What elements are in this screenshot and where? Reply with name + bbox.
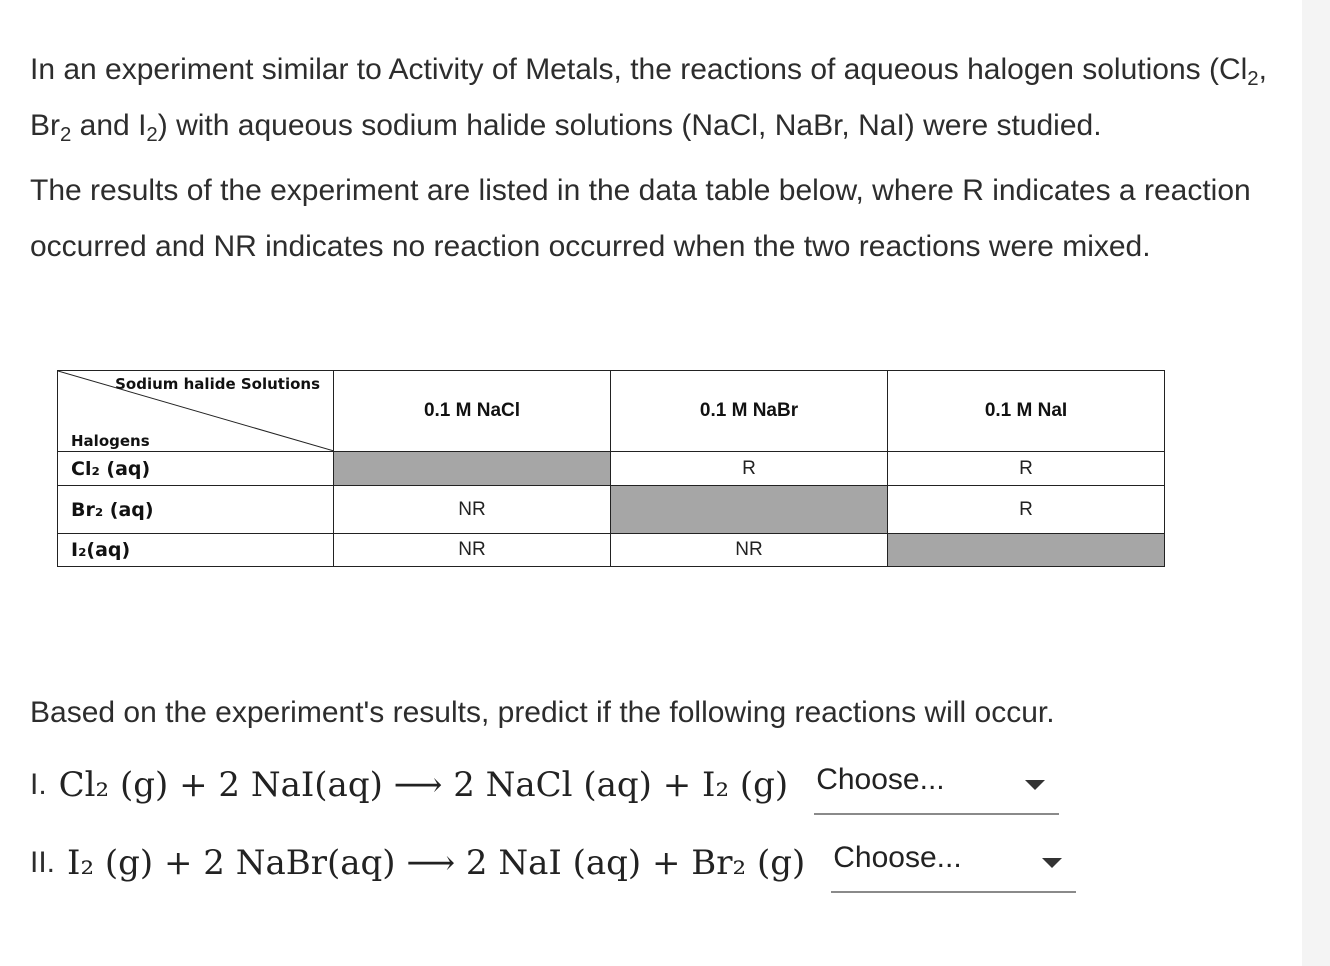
question-prompt: Based on the experiment's results, predict if the following reactions will occur. xyxy=(30,696,1055,729)
row-header-i2: I₂(aq) xyxy=(58,534,334,567)
column-header-nabr: 0.1 M NaBr xyxy=(611,371,888,452)
intro-paragraph-2: The results of the experiment are listed in the data table below, where R indicates a reaction occurred and NR indicates no reaction occurred when the two reactions were mixed. xyxy=(30,174,1251,263)
row-header-br2: Br₂ (aq) xyxy=(58,486,334,534)
table-row-i2 xyxy=(58,534,1165,567)
question-number: I. xyxy=(30,768,47,801)
question-item-2 xyxy=(30,833,1076,893)
table-row-cl2 xyxy=(58,452,1165,486)
cell-br2-nai: R xyxy=(888,486,1165,534)
caret-down-icon xyxy=(1042,858,1062,868)
results-table xyxy=(57,370,1165,567)
table-corner-header xyxy=(58,371,334,452)
cell-br2-nabr xyxy=(611,486,888,534)
reaction-equation: Cl₂ (g) + 2 NaI(aq) ⟶ 2 NaCl (aq) + I₂ (g) xyxy=(58,765,789,805)
corner-column-label: Sodium halide Solutions xyxy=(115,375,320,393)
question-item-1 xyxy=(30,755,1059,815)
question-number: II. xyxy=(30,846,56,879)
caret-down-icon xyxy=(1025,780,1045,790)
cell-cl2-nai: R xyxy=(888,452,1165,486)
dropdown-value: Choose... xyxy=(833,841,962,874)
cell-cl2-nabr: R xyxy=(611,452,888,486)
corner-row-label: Halogens xyxy=(71,432,150,450)
cell-br2-nacl: NR xyxy=(334,486,611,534)
answer-dropdown-1[interactable] xyxy=(814,755,1059,815)
intro-paragraph-1: In an experiment similar to Activity of Metals, the reactions of aqueous halogen solutions ($Cl_2$, $Br_2$ and $I_2$) with aqueous sodium halide solutions (NaCl, NaBr, NaI) were studied. xyxy=(30,53,1267,147)
answer-dropdown-2[interactable] xyxy=(831,833,1076,893)
reaction-equation: I₂ (g) + 2 NaBr(aq) ⟶ 2 NaI (aq) + Br₂ (g) xyxy=(67,843,806,883)
column-header-nacl: 0.1 M NaCl xyxy=(334,371,611,452)
table-row-br2 xyxy=(58,486,1165,534)
cell-i2-nai xyxy=(888,534,1165,567)
dropdown-value: Choose... xyxy=(816,763,945,796)
row-header-cl2: Cl₂ (aq) xyxy=(58,452,334,486)
cell-i2-nacl: NR xyxy=(334,534,611,567)
page-right-margin xyxy=(1302,0,1330,966)
column-header-nai: 0.1 M NaI xyxy=(888,371,1165,452)
cell-i2-nabr: NR xyxy=(611,534,888,567)
cell-cl2-nacl xyxy=(334,452,611,486)
